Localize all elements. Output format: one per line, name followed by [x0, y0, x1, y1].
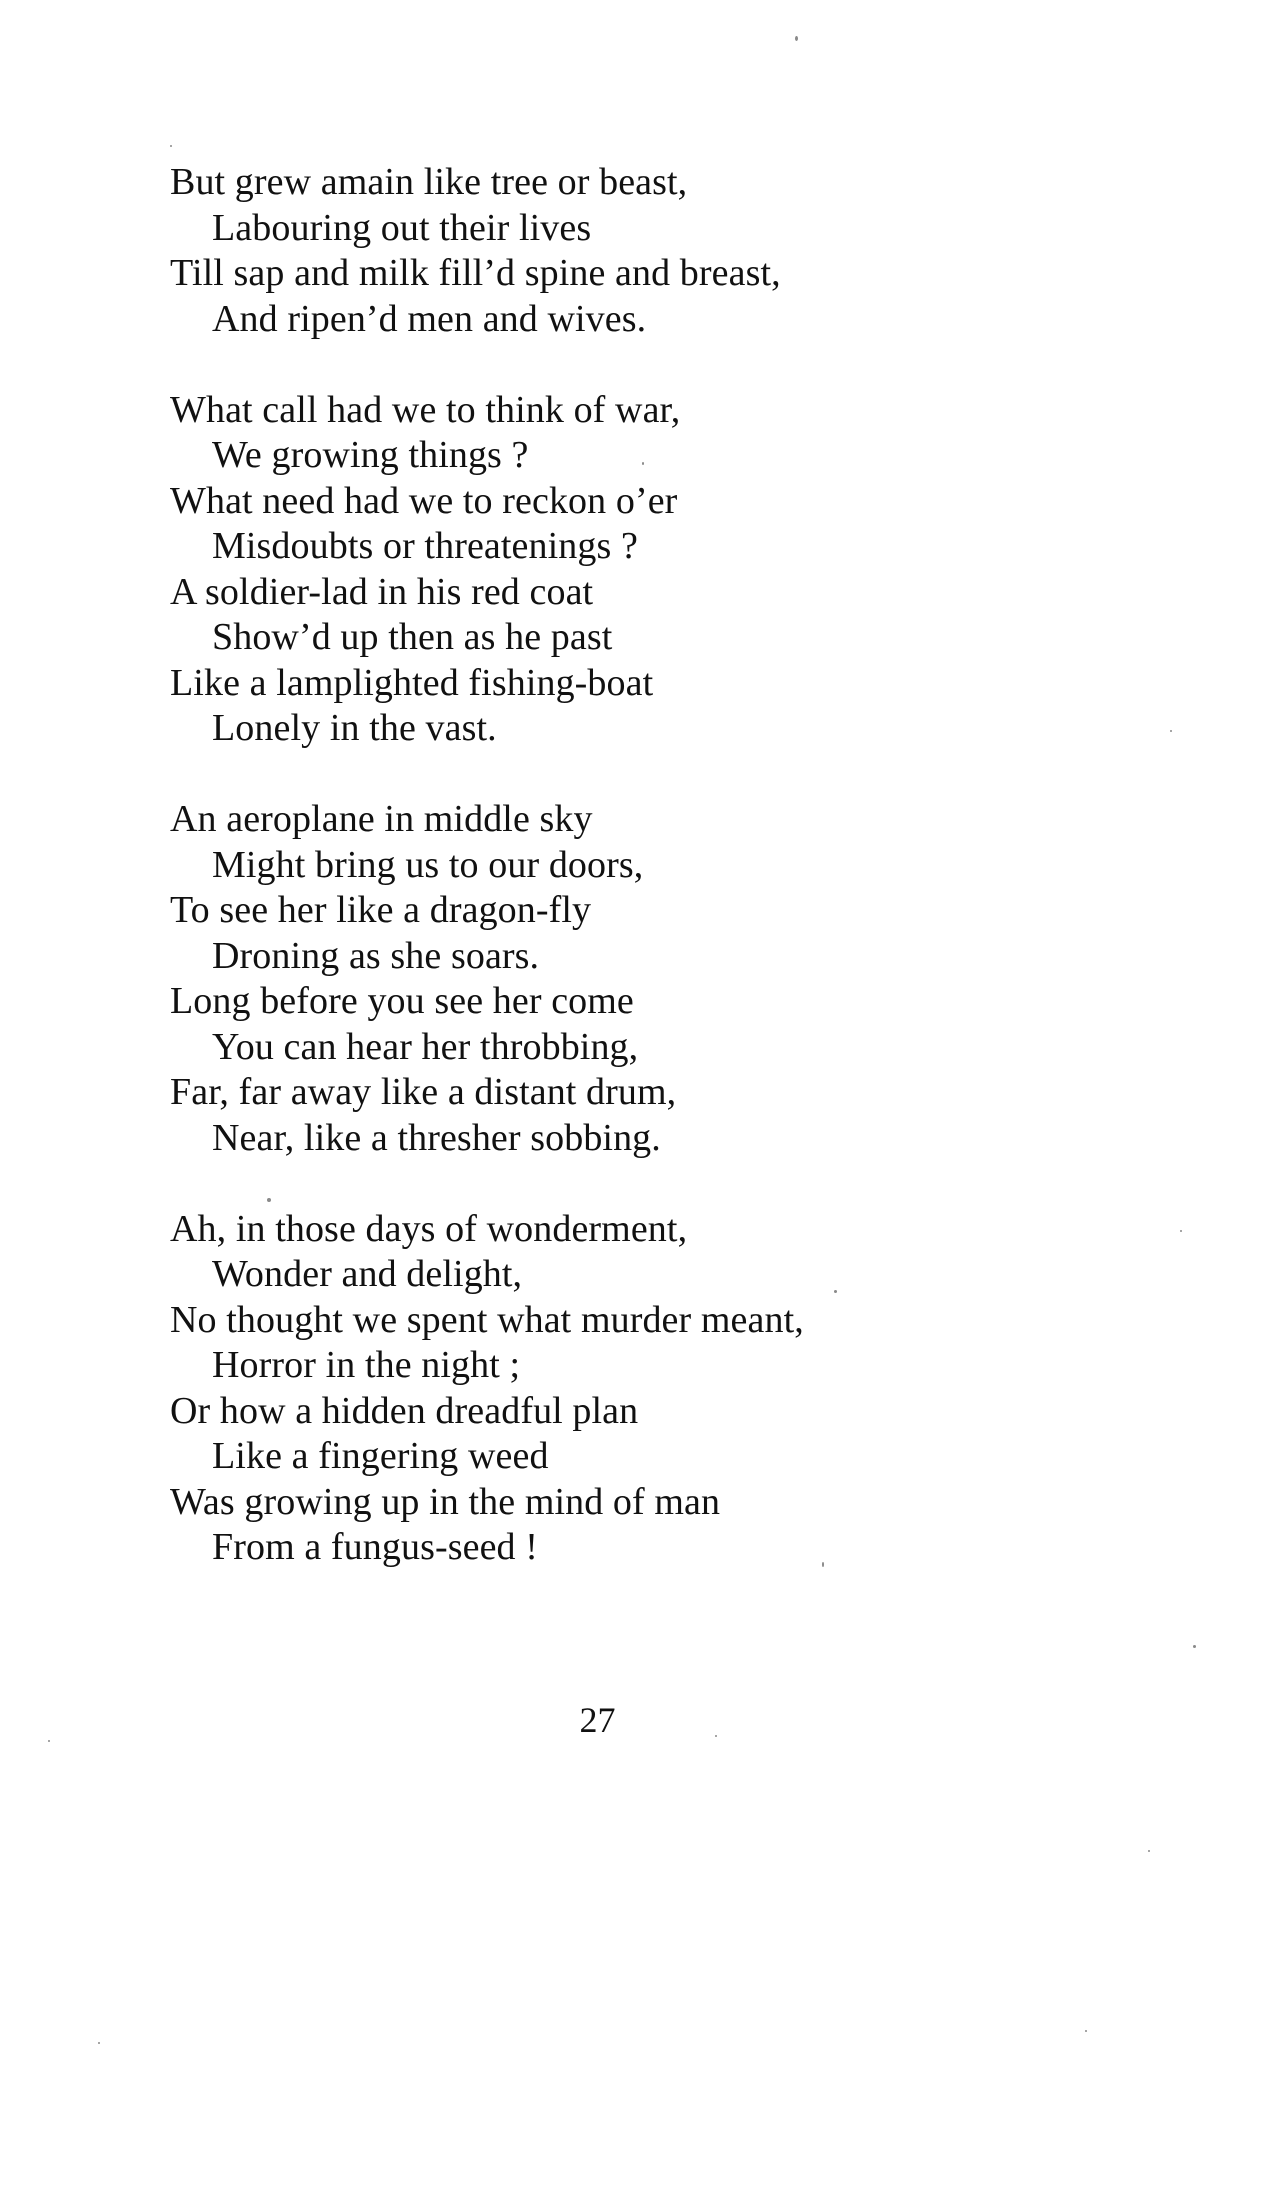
poem-line: Horror in the night ;	[212, 1344, 521, 1386]
poem-line: Far, far away like a distant drum,	[170, 1071, 677, 1113]
scan-speck	[795, 36, 798, 41]
poem-line: Might bring us to our doors,	[212, 843, 644, 886]
poem-line: Or how a hidden dreadful plan	[170, 1389, 639, 1432]
scan-speck	[1180, 1230, 1182, 1232]
poem-line: Long before you see her come	[170, 980, 634, 1022]
poem-line: From a fungus-seed !	[212, 1526, 538, 1568]
poem-line: We growing things ?	[212, 434, 529, 476]
scan-speck	[267, 1198, 271, 1202]
stanza-4	[170, 1207, 1170, 1571]
poem-line: You can hear her throbbing,	[212, 1025, 639, 1068]
poem-line: An aeroplane in middle sky	[170, 798, 593, 840]
poem-line: Wonder and delight,	[212, 1253, 523, 1295]
poem-line: Misdoubts or threatenings ?	[212, 525, 638, 567]
poem-line: And ripen’d men and wives.	[212, 297, 647, 340]
poem-line: A soldier-lad in his red coat	[170, 570, 594, 613]
poem-line: What need had we to reckon o’er	[170, 479, 678, 522]
scan-speck	[98, 2042, 100, 2044]
poem-line: What call had we to think of war,	[170, 388, 681, 431]
poem-line: Labouring out their lives	[212, 206, 592, 249]
stanza-2	[170, 388, 1170, 752]
poem-line: Show’d up then as he past	[212, 616, 613, 658]
scan-speck	[834, 1290, 837, 1293]
poem-line: Droning as she soars.	[212, 934, 540, 977]
scan-speck	[642, 462, 644, 465]
poem-line: To see her like a dragon-fly	[170, 889, 592, 931]
poem-line: Till sap and milk fill’d spine and breast,	[170, 252, 781, 294]
scan-speck	[48, 1740, 50, 1742]
poem-line: Like a lamplighted fishing-boat	[170, 661, 654, 704]
scan-speck	[1148, 1850, 1150, 1852]
stanza-1	[170, 160, 1170, 342]
poem-line: Ah, in those days of wonderment,	[170, 1207, 688, 1250]
poem-line: Near, like a thresher sobbing.	[212, 1116, 661, 1159]
stanza-3	[170, 797, 1170, 1161]
poem-line: Lonely in the vast.	[212, 707, 497, 749]
poem	[170, 160, 1170, 1616]
page-number: 27	[579, 1700, 616, 1740]
poem-line: Was growing up in the mind of man	[170, 1480, 721, 1523]
scan-speck	[1193, 1645, 1196, 1648]
scan-speck	[1170, 730, 1172, 732]
poem-line: But grew amain like tree or beast,	[170, 161, 688, 203]
scan-speck	[822, 1562, 824, 1567]
scan-speck	[170, 145, 172, 147]
scan-speck	[715, 1735, 717, 1737]
poem-line: Like a fingering weed	[212, 1435, 549, 1477]
scan-speck	[1085, 2030, 1087, 2032]
poem-line: No thought we spent what murder meant,	[170, 1298, 804, 1341]
